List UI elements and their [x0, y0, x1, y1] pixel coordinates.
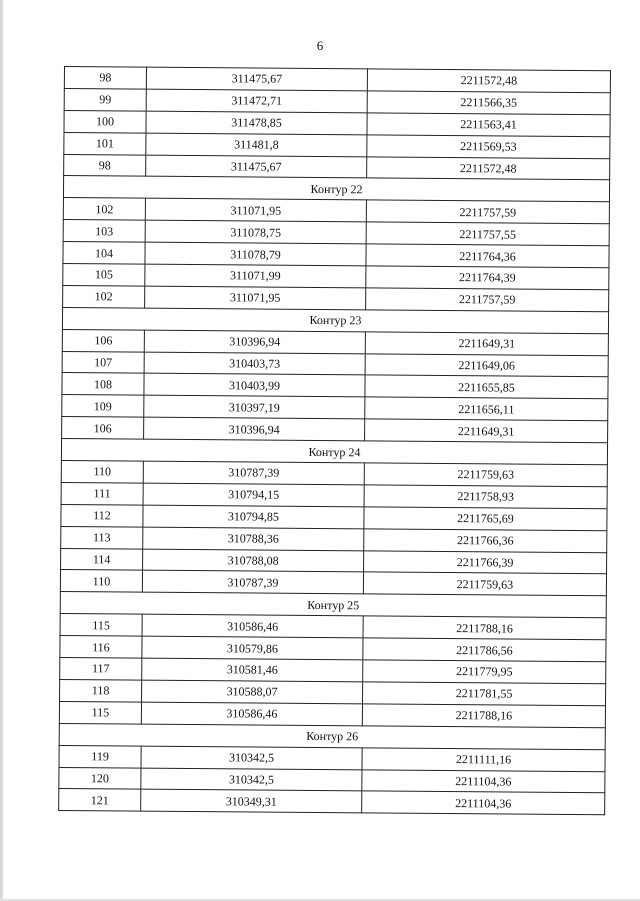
point-number-cell: 100 — [64, 110, 146, 133]
x-coordinate-cell: 310396,94 — [144, 417, 365, 441]
y-coordinate-cell: 2211757,59 — [366, 200, 609, 224]
x-coordinate-cell: 311071,99 — [145, 264, 366, 288]
x-coordinate-cell: 311481,8 — [146, 133, 367, 157]
point-number-cell: 99 — [64, 88, 146, 111]
y-coordinate-cell: 2211649,06 — [365, 353, 608, 377]
point-number-cell: 106 — [62, 329, 144, 352]
y-coordinate-cell: 2211757,55 — [366, 222, 609, 246]
y-coordinate-cell: 2211758,93 — [364, 485, 607, 509]
point-number-cell: 107 — [62, 351, 144, 374]
y-coordinate-cell: 2211766,39 — [364, 550, 607, 574]
x-coordinate-cell: 310788,08 — [143, 549, 364, 573]
point-number-cell: 111 — [61, 482, 143, 505]
y-coordinate-cell: 2211781,55 — [363, 682, 606, 706]
x-coordinate-cell: 311475,67 — [146, 155, 367, 179]
point-number-cell: 116 — [60, 636, 142, 659]
y-coordinate-cell: 2211649,31 — [365, 419, 608, 443]
y-coordinate-cell: 2211566,35 — [367, 91, 610, 115]
page-number: 6 — [316, 38, 324, 53]
x-coordinate-cell: 310342,5 — [141, 746, 362, 770]
point-number-cell: 98 — [64, 154, 146, 177]
point-number-cell: 98 — [64, 67, 146, 90]
point-number-cell: 120 — [59, 767, 141, 790]
point-number-cell: 117 — [60, 658, 142, 681]
x-coordinate-cell: 310403,99 — [144, 374, 365, 398]
y-coordinate-cell: 2211779,95 — [363, 660, 606, 684]
y-coordinate-cell: 2211788,16 — [363, 616, 606, 640]
y-coordinate-cell: 2211764,36 — [366, 244, 609, 268]
y-coordinate-cell: 2211759,63 — [364, 463, 607, 487]
x-coordinate-cell: 311078,79 — [145, 242, 366, 266]
y-coordinate-cell: 2211572,48 — [367, 69, 610, 93]
x-coordinate-cell: 310579,86 — [142, 636, 363, 660]
y-coordinate-cell: 2211649,31 — [365, 332, 608, 356]
y-coordinate-cell: 2211757,59 — [366, 288, 609, 312]
point-number-cell: 114 — [61, 548, 143, 571]
y-coordinate-cell: 2211104,36 — [362, 769, 605, 793]
y-coordinate-cell: 2211766,36 — [364, 529, 607, 553]
y-coordinate-cell: 2211656,11 — [365, 397, 608, 421]
x-coordinate-cell: 310794,85 — [143, 505, 364, 529]
point-number-cell: 108 — [62, 373, 144, 396]
x-coordinate-cell: 310787,39 — [143, 461, 364, 485]
y-coordinate-cell: 2211788,16 — [362, 704, 605, 728]
point-number-cell: 103 — [63, 220, 145, 243]
x-coordinate-cell: 310581,46 — [142, 658, 363, 682]
y-coordinate-cell: 2211111,16 — [362, 747, 605, 771]
y-coordinate-cell: 2211765,69 — [364, 507, 607, 531]
point-number-cell: 115 — [60, 614, 142, 637]
point-number-cell: 115 — [59, 701, 141, 724]
x-coordinate-cell: 311472,71 — [146, 89, 367, 113]
x-coordinate-cell: 311478,85 — [146, 111, 367, 135]
point-number-cell: 113 — [61, 526, 143, 549]
point-number-cell: 121 — [59, 789, 141, 812]
x-coordinate-cell: 311071,95 — [145, 198, 366, 222]
point-number-cell: 101 — [64, 132, 146, 155]
contour-label: Контур 26 — [59, 723, 605, 749]
y-coordinate-cell: 2211655,85 — [365, 375, 608, 399]
x-coordinate-cell: 311078,75 — [145, 220, 366, 244]
y-coordinate-cell: 2211759,63 — [363, 572, 606, 596]
y-coordinate-cell: 2211572,48 — [367, 156, 610, 180]
point-number-cell: 119 — [59, 745, 141, 768]
x-coordinate-cell: 310586,46 — [142, 614, 363, 638]
x-coordinate-cell: 310794,15 — [143, 483, 364, 507]
point-number-cell: 118 — [60, 679, 142, 702]
point-number-cell: 106 — [62, 417, 144, 440]
x-coordinate-cell: 310349,31 — [141, 790, 362, 814]
coordinates-table-body — [59, 67, 611, 816]
point-number-cell: 110 — [60, 570, 142, 593]
x-coordinate-cell: 310787,39 — [142, 571, 363, 595]
x-coordinate-cell: 310342,5 — [141, 768, 362, 792]
x-coordinate-cell: 311071,95 — [145, 286, 366, 310]
contour-label: Контур 23 — [62, 307, 608, 333]
y-coordinate-cell: 2211563,41 — [367, 113, 610, 137]
point-number-cell: 105 — [63, 264, 145, 287]
point-row — [59, 789, 605, 815]
x-coordinate-cell: 311475,67 — [146, 67, 367, 91]
x-coordinate-cell: 310397,19 — [144, 395, 365, 419]
x-coordinate-cell: 310586,46 — [141, 702, 362, 726]
y-coordinate-cell: 2211569,53 — [367, 135, 610, 159]
contour-label: Контур 24 — [61, 439, 607, 465]
point-number-cell: 112 — [61, 504, 143, 527]
point-number-cell: 104 — [63, 242, 145, 265]
x-coordinate-cell: 310396,94 — [144, 330, 365, 354]
point-number-cell: 109 — [62, 395, 144, 418]
coordinates-table — [58, 66, 611, 816]
x-coordinate-cell: 310403,73 — [144, 352, 365, 376]
y-coordinate-cell: 2211764,39 — [366, 266, 609, 290]
scan-edge-left — [0, 0, 3, 901]
contour-label: Контур 22 — [63, 176, 609, 202]
point-number-cell: 102 — [63, 285, 145, 308]
x-coordinate-cell: 310788,36 — [143, 527, 364, 551]
x-coordinate-cell: 310588,07 — [142, 680, 363, 704]
point-number-cell: 102 — [63, 198, 145, 221]
contour-label: Контур 25 — [60, 592, 606, 618]
point-number-cell: 110 — [61, 461, 143, 484]
y-coordinate-cell: 2211104,36 — [362, 791, 605, 815]
y-coordinate-cell: 2211786,56 — [363, 638, 606, 662]
